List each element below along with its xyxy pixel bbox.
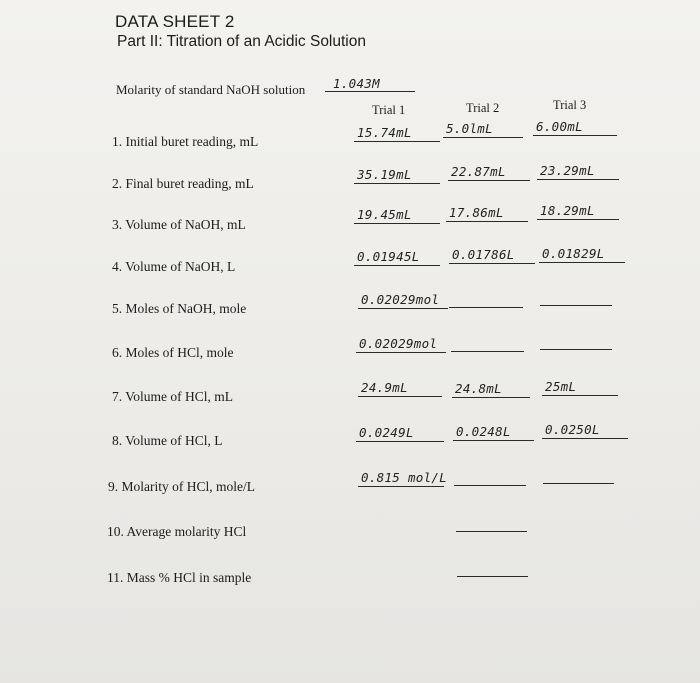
row-10-blank — [456, 531, 527, 532]
row-8-trial-3: 0.0250L — [542, 422, 628, 439]
row-3-trial-1: 19.45mL — [354, 207, 440, 224]
row-4-trial-2: 0.01786L — [449, 247, 535, 264]
row-3-trial-2: 17.86mL — [446, 205, 528, 222]
sheet-title: DATA SHEET 2 — [115, 12, 235, 31]
row-3-label: 3. Volume of NaOH, mL — [112, 217, 246, 232]
row-9-trial-1: 0.815 mol/L — [358, 470, 444, 487]
row-1-trial-1: 15.74mL — [354, 125, 440, 142]
molarity-label: Molarity of standard NaOH solution — [116, 82, 306, 97]
row-9-trial-2-blank — [454, 485, 526, 486]
molarity-value: 1.043M — [325, 76, 415, 92]
row-2-trial-1: 35.19mL — [354, 167, 440, 184]
row-5-trial-1: 0.02029mol — [358, 292, 448, 309]
row-1-trial-2: 5.0lmL — [443, 121, 523, 138]
row-3-trial-3: 18.29mL — [537, 203, 619, 220]
row-11-blank — [457, 576, 528, 577]
row-6-trial-1: 0.02029mol — [356, 336, 446, 353]
trial-1-header: Trial 1 — [372, 103, 406, 117]
row-7-trial-2: 24.8mL — [452, 381, 530, 398]
row-6-trial-3-blank — [540, 349, 612, 350]
row-8-trial-2: 0.0248L — [453, 424, 534, 441]
row-5-label: 5. Moles of NaOH, mole — [112, 301, 247, 316]
row-7-label: 7. Volume of HCl, mL — [112, 389, 234, 404]
row-4-trial-1: 0.01945L — [354, 249, 440, 266]
row-1-trial-3: 6.00mL — [533, 119, 617, 136]
row-9-label: 9. Molarity of HCl, mole/L — [108, 479, 255, 494]
row-7-trial-1: 24.9mL — [358, 380, 442, 397]
row-1-label: 1. Initial buret reading, mL — [112, 134, 259, 149]
row-2-trial-3: 23.29mL — [537, 163, 619, 180]
row-11-label: 11. Mass % HCl in sample — [107, 570, 252, 585]
row-10-label: 10. Average molarity HCl — [107, 524, 247, 539]
row-4-label: 4. Volume of NaOH, L — [112, 259, 236, 274]
row-2-label: 2. Final buret reading, mL — [112, 176, 254, 191]
row-8-label: 8. Volume of HCl, L — [112, 433, 223, 448]
row-6-label: 6. Moles of HCl, mole — [112, 345, 234, 360]
trial-2-header: Trial 2 — [466, 101, 500, 115]
row-5-trial-2-blank — [449, 307, 523, 308]
row-2-trial-2: 22.87mL — [448, 164, 530, 181]
row-4-trial-3: 0.01829L — [539, 246, 625, 263]
row-6-trial-2-blank — [451, 351, 524, 352]
sheet-subtitle: Part II: Titration of an Acidic Solution — [117, 33, 366, 50]
row-9-trial-3-blank — [543, 483, 614, 484]
row-7-trial-3: 25mL — [542, 379, 618, 396]
row-8-trial-1: 0.0249L — [356, 425, 444, 442]
trial-3-header: Trial 3 — [553, 98, 587, 112]
row-5-trial-3-blank — [540, 305, 612, 306]
